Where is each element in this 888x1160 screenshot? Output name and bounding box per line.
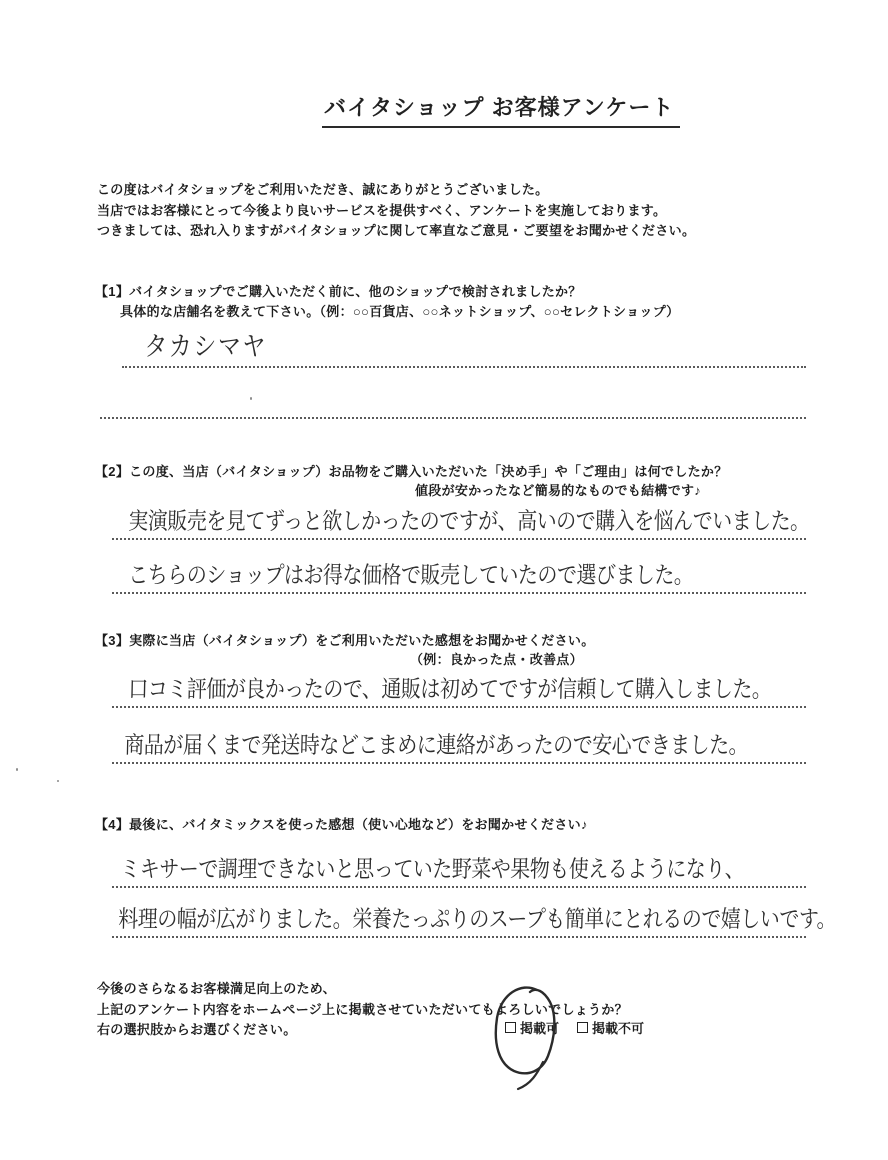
scan-speck [16,768,18,771]
answer-line-q3-2 [112,730,806,764]
answer-line-q2-1 [112,506,810,540]
question-2-note: 値段が安かったなど簡易的なものでも結構です♪ [415,483,702,498]
question-3-heading: 【3】実際に当店（バイタショップ）をご利用いただいた感想をお聞かせください。 [95,633,595,648]
handwritten-answer-q3-2: 商品が届くまで発送時などこまめに連絡があったので安心できました。 [124,732,749,759]
answer-line-q4-1 [112,852,806,888]
answer-line-q1-2 [100,388,806,419]
intro-line-1: この度はバイタショップをご利用いただき、誠にありがとうございました。 [97,182,549,197]
answer-line-q2-2 [112,560,806,594]
intro-line-2: 当店ではお客様にとって今後より良いサービスを提供すべく、アンケートを実施しております。 [97,202,667,218]
question-3-note: （例：良かった点・改善点） [410,652,583,667]
checkbox-keisai-ka-icon [505,1022,516,1033]
handwritten-answer-q4-2: 料理の幅が広がりました。栄養たっぷりのスープも簡単にとれるので嬉しいです。 [118,906,837,933]
answer-line-q4-2 [112,902,837,938]
footer-line-3: 右の選択肢からお選びください。 [97,1022,297,1037]
checkbox-keisai-fuka-icon [577,1022,588,1033]
answer-line-q3-1 [112,674,806,708]
question-1-heading: 【1】バイタショップでご購入いただく前に、他のショップで検討されましたか？ [95,284,582,299]
option-keisai-fuka-label: 掲載不可 [592,1021,645,1036]
handwritten-answer-q1-1: タカシマヤ [144,330,268,362]
footer-line-2: 上記のアンケート内容をホームページ上に掲載させていただいてもよろしいでしょうか？ [97,1001,628,1017]
option-keisai-fuka [577,1018,644,1037]
handwritten-answer-q2-1: 実演販売を見てずっと欲しかったのですが、高いので購入を悩んでいました。 [128,508,810,535]
handwritten-answer-q4-1: ミキサーで調理できないと思っていた野菜や果物も使えるようになり、 [120,856,745,883]
handwritten-answer-q2-2: こちらのショップはお得な価格で販売していたので選びました。 [128,562,694,589]
answer-line-q1-1 [122,330,806,368]
option-keisai-ka [505,1018,559,1037]
handwritten-answer-q3-1: 口コミ評価が良かったので、通販は初めてですが信頼して購入しました。 [128,676,772,703]
footer-line-1: 今後のさらなるお客様満足向上のため、 [97,981,336,996]
scan-speck [57,780,59,782]
intro-line-3: つきましては、恐れ入りますがバイタショップに関して率直なご意見・ご要望をお聞かせください。 [97,223,696,238]
question-2-heading: 【2】この度、当店（バイタショップ）お品物をご購入いただいた「決め手」や「ご理由」は何でしたか？ [95,464,728,479]
option-keisai-ka-label: 掲載可 [520,1021,560,1036]
question-1-note: 具体的な店舗名を教えて下さい。（例：○○百貨店、○○ネットショップ、○○セレクトショップ） [120,304,680,319]
question-4-heading: 【4】最後に、バイタミックスを使った感想（使い心地など）をお聞かせください♪ [95,817,588,832]
page-title: バイタショップ お客様アンケート [322,91,680,128]
intro-paragraph [97,180,695,242]
scan-speck [250,397,252,400]
